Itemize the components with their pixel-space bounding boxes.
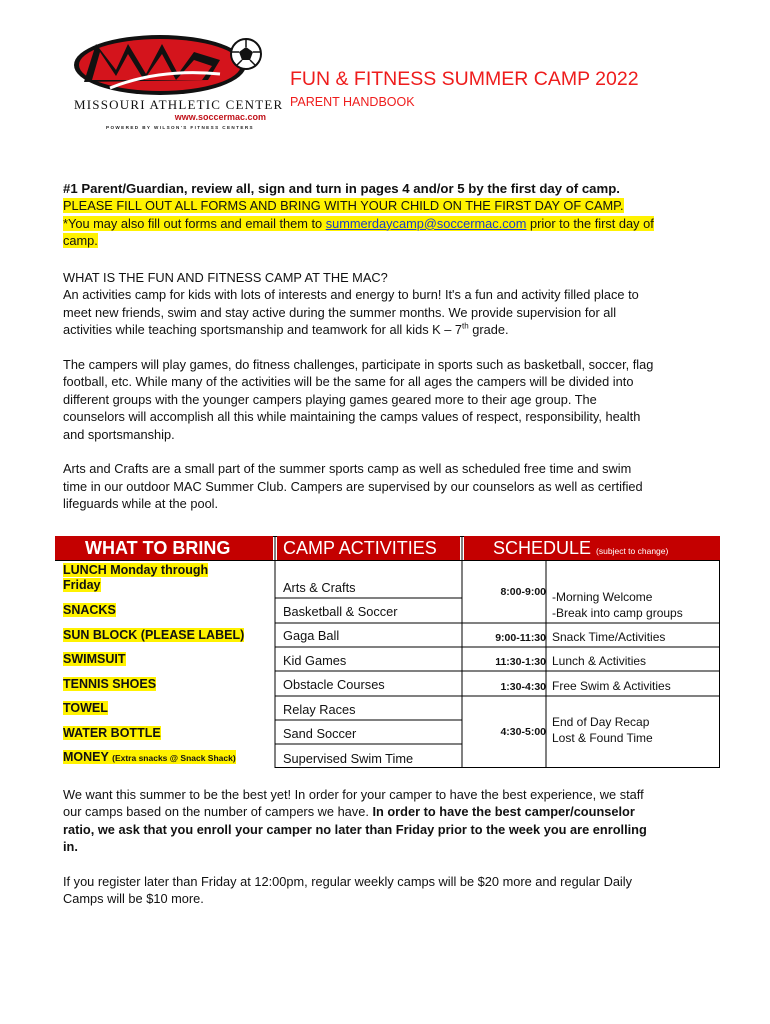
activity-item: Gaga Ball [283, 628, 340, 643]
header-schedule: SCHEDULE (subject to change) [464, 536, 720, 560]
instruction-line-3-end: prior to the first day of [526, 215, 654, 231]
schedule-desc: -Morning Welcome -Break into camp groups [552, 590, 683, 620]
logo-graphic [70, 30, 270, 100]
schedule-time: 1:30-4:30 [500, 681, 546, 693]
schedule-desc: Snack Time/Activities [552, 630, 666, 644]
bring-snacks: SNACKS [63, 603, 116, 617]
closing-p1-bold-line: ratio, we ask that you enroll your camper no later than Friday prior to the week you are enrolling [63, 821, 647, 837]
page-title: FUN & FITNESS SUMMER CAMP 2022 [290, 68, 639, 90]
about-p3-line: Arts and Crafts are a small part of the summer sports camp as well as scheduled free time and swim [63, 461, 632, 477]
bring-towel: TOWEL [63, 701, 108, 715]
about-p3-line: lifeguards while at the pool. [63, 496, 219, 512]
activity-item: Supervised Swim Time [283, 751, 414, 766]
schedule-time: 8:00-9:00 [500, 586, 546, 598]
schedule-time: 4:30-5:00 [500, 726, 546, 738]
about-p2-line: different groups with the younger campers playing games geared more to their age group. The [63, 391, 597, 407]
about-p1-line: activities while teaching sportsmanship and teamwork for all kids K – 7th grade. [63, 321, 509, 338]
logo-powered-by: POWERED BY WILSON'S FITNESS CENTERS [105, 125, 255, 130]
logo-url: www.soccermac.com [174, 112, 266, 122]
activity-item: Relay Races [283, 702, 356, 717]
activity-item: Basketball & Soccer [283, 604, 398, 619]
instruction-line-3-tail: camp. [63, 233, 98, 249]
about-p3-line: time in our outdoor MAC Summer Club. Campers are supervised by our counselors as well as certified [63, 478, 643, 494]
schedule-time: 11:30-1:30 [495, 656, 546, 668]
activity-item: Obstacle Courses [283, 677, 385, 692]
about-p1-line: meet new friends, swim and stay active during the summer months. We provide supervision for all [63, 304, 617, 320]
closing-p1-line: our camps based on the number of campers we have. In order to have the best camper/counselor [63, 804, 635, 820]
instruction-line-3-start: *You may also fill out forms and email them to [63, 215, 326, 231]
instruction-line-2: PLEASE FILL OUT ALL FORMS AND BRING WITH YOUR CHILD ON THE FIRST DAY OF CAMP. [63, 198, 624, 214]
schedule-desc: Free Swim & Activities [552, 679, 671, 693]
header-what-to-bring: WHAT TO BRING [55, 536, 273, 560]
about-p1-line: An activities camp for kids with lots of interests and energy to burn! It's a fun and activity filled place to [63, 287, 639, 303]
activity-item: Sand Soccer [283, 726, 357, 741]
bring-swimsuit: SWIMSUIT [63, 652, 126, 666]
instructions [63, 180, 713, 250]
header-camp-activities: CAMP ACTIVITIES [277, 536, 460, 560]
bring-lunch: LUNCH Monday through Friday [63, 563, 209, 592]
schedule-desc: End of Day Recap Lost & Found Time [552, 715, 653, 745]
closing-p2-line: If you register later than Friday at 12:00pm, regular weekly camps will be $20 more and regular Daily [63, 874, 633, 890]
closing-section [63, 786, 713, 908]
closing-p2-line: Camps will be $10 more. [63, 891, 204, 907]
closing-p1-bold-line: in. [63, 839, 78, 855]
activity-item: Arts & Crafts [283, 580, 356, 595]
about-p2-line: counselors will accomplish all this while maintaining the camps values of respect, responsibility, health [63, 409, 641, 425]
schedule-note: (subject to change) [596, 546, 669, 556]
logo-name: MISSOURI ATHLETIC CENTER [74, 97, 284, 112]
about-p2-line: football, etc. While many of the activities will be the same for all ages the campers will be divided into [63, 374, 634, 390]
activity-item: Kid Games [283, 653, 347, 668]
about-heading: WHAT IS THE FUN AND FITNESS CAMP AT THE MAC? [63, 270, 388, 285]
schedule-time: 9:00-11:30 [495, 632, 546, 644]
bring-tennis-shoes: TENNIS SHOES [63, 677, 157, 691]
email-link[interactable]: summerdaycamp@soccermac.com [325, 215, 527, 231]
bring-money: MONEY (Extra snacks @ Snack Shack) [63, 750, 236, 764]
bring-sunblock: SUN BLOCK (PLEASE LABEL) [63, 628, 245, 642]
mac-logo [70, 30, 284, 134]
about-p2-line: and sportsmanship. [63, 426, 175, 442]
schedule-desc: Lunch & Activities [552, 654, 647, 668]
about-p2-line: The campers will play games, do fitness challenges, participate in sports such as basketball, soccer, flag [63, 357, 654, 373]
camp-info-table [55, 536, 720, 768]
instruction-line-1: #1 Parent/Guardian, review all, sign and turn in pages 4 and/or 5 by the first day of camp. [63, 181, 620, 196]
page-subtitle: PARENT HANDBOOK [290, 95, 415, 109]
about-section [63, 269, 713, 513]
bring-water-bottle: WATER BOTTLE [63, 726, 161, 740]
closing-p1-line: We want this summer to be the best yet! In order for your camper to have the best experience, we staff [63, 787, 644, 802]
